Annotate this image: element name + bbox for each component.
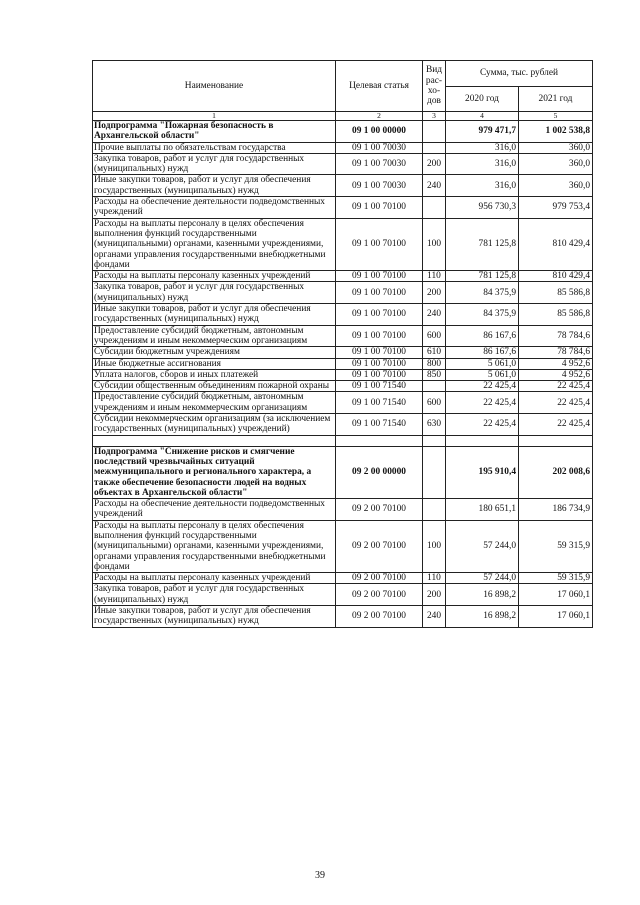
row-amount-2020: 5 061,0 (446, 369, 519, 380)
row-target-article: 09 2 00 70100 (336, 606, 423, 628)
row-name: Субсидии общественным объединениям пожарной охраны (93, 381, 336, 392)
budget-table-container (92, 60, 592, 628)
row-amount-2020: 316,0 (446, 175, 519, 197)
row-amount-2020: 781 125,8 (446, 218, 519, 270)
row-target-article: 09 1 00 70100 (336, 358, 423, 369)
table-row (93, 520, 593, 572)
row-target-article: 09 1 00 70100 (336, 304, 423, 326)
row-target-article: 09 2 00 70100 (336, 573, 423, 584)
row-amount-2021: 78 784,6 (519, 347, 593, 358)
row-name: Расходы на выплаты персоналу казенных учреждений (93, 271, 336, 282)
row-name (93, 435, 336, 446)
row-target-article: 09 2 00 70100 (336, 499, 423, 521)
row-target-article: 09 1 00 71540 (336, 414, 423, 436)
row-amount-2021: 186 734,9 (519, 499, 593, 521)
row-amount-2021: 1 002 538,8 (519, 121, 593, 143)
row-amount-2020: 57 244,0 (446, 520, 519, 572)
column-number: 3 (423, 112, 446, 121)
table-row (93, 271, 593, 282)
row-target-article: 09 2 00 00000 (336, 446, 423, 498)
row-amount-2020: 195 910,4 (446, 446, 519, 498)
row-amount-2021: 22 425,4 (519, 381, 593, 392)
table-row (93, 304, 593, 326)
row-target-article: 09 2 00 70100 (336, 584, 423, 606)
header-name: Наименование (93, 61, 336, 112)
row-expense-type: 600 (423, 325, 446, 347)
row-amount-2021: 22 425,4 (519, 414, 593, 436)
row-amount-2021: 78 784,6 (519, 325, 593, 347)
row-expense-type: 200 (423, 282, 446, 304)
budget-table (92, 60, 593, 628)
table-row (93, 606, 593, 628)
row-name: Субсидии некоммерческим организациям (за исключением государственных (муниципальных) учреждений) (93, 414, 336, 436)
row-amount-2021 (519, 435, 593, 446)
row-expense-type (423, 142, 446, 153)
row-amount-2020: 86 167,6 (446, 347, 519, 358)
row-amount-2020: 86 167,6 (446, 325, 519, 347)
row-amount-2021: 360,0 (519, 175, 593, 197)
table-row (93, 142, 593, 153)
row-amount-2021: 59 315,9 (519, 573, 593, 584)
row-amount-2020: 22 425,4 (446, 381, 519, 392)
table-row (93, 392, 593, 414)
row-name: Расходы на обеспечение деятельности подведомственных учреждений (93, 499, 336, 521)
column-number: 4 (446, 112, 519, 121)
row-amount-2020: 5 061,0 (446, 358, 519, 369)
row-target-article: 09 1 00 70030 (336, 175, 423, 197)
table-row (93, 499, 593, 521)
table-row (93, 218, 593, 270)
row-expense-type: 610 (423, 347, 446, 358)
row-amount-2020: 180 651,1 (446, 499, 519, 521)
row-amount-2021: 4 952,6 (519, 358, 593, 369)
row-name: Расходы на выплаты персоналу казенных учреждений (93, 573, 336, 584)
header-sum: Сумма, тыс. рублей (446, 61, 593, 87)
row-expense-type: 200 (423, 584, 446, 606)
column-number: 1 (93, 112, 336, 121)
row-amount-2020: 316,0 (446, 142, 519, 153)
table-row (93, 121, 593, 143)
table-row (93, 381, 593, 392)
spacer-row (93, 435, 593, 446)
row-name: Закупка товаров, работ и услуг для государственных (муниципальных) нужд (93, 282, 336, 304)
table-row (93, 325, 593, 347)
row-target-article: 09 1 00 70030 (336, 142, 423, 153)
row-amount-2020: 316,0 (446, 153, 519, 175)
row-amount-2021: 810 429,4 (519, 218, 593, 270)
row-name: Предоставление субсидий бюджетным, автономным учреждениям и иным некоммерческим организациям (93, 392, 336, 414)
row-expense-type: 850 (423, 369, 446, 380)
row-expense-type: 240 (423, 304, 446, 326)
table-row (93, 153, 593, 175)
row-name: Иные закупки товаров, работ и услуг для обеспечения государственных (муниципальных) нужд (93, 606, 336, 628)
header-row (93, 61, 593, 87)
row-amount-2021: 22 425,4 (519, 392, 593, 414)
row-target-article: 09 1 00 70100 (336, 197, 423, 219)
row-name: Иные закупки товаров, работ и услуг для обеспечения государственных (муниципальных) нужд (93, 304, 336, 326)
table-row (93, 347, 593, 358)
row-expense-type: 200 (423, 153, 446, 175)
row-name: Предоставление субсидий бюджетным, автономным учреждениям и иным некоммерческим организациям (93, 325, 336, 347)
column-number: 5 (519, 112, 593, 121)
row-name: Расходы на выплаты персоналу в целях обеспечения выполнения функций государственными (муниципальными) органами, казенными учреждениями, органами управления государственными внебюджетными фондами (93, 218, 336, 270)
table-row (93, 584, 593, 606)
row-amount-2020: 16 898,2 (446, 606, 519, 628)
row-expense-type (423, 381, 446, 392)
row-amount-2020: 22 425,4 (446, 392, 519, 414)
row-target-article: 09 1 00 00000 (336, 121, 423, 143)
table-row (93, 446, 593, 498)
table-row (93, 282, 593, 304)
table-row (93, 414, 593, 436)
row-target-article: 09 1 00 71540 (336, 392, 423, 414)
row-name: Иные бюджетные ассигнования (93, 358, 336, 369)
row-name: Закупка товаров, работ и услуг для государственных (муниципальных) нужд (93, 153, 336, 175)
row-target-article: 09 1 00 70100 (336, 369, 423, 380)
table-row (93, 175, 593, 197)
row-expense-type (423, 197, 446, 219)
row-expense-type: 100 (423, 218, 446, 270)
row-amount-2020: 956 730,3 (446, 197, 519, 219)
row-expense-type: 800 (423, 358, 446, 369)
row-name: Подпрограмма "Снижение рисков и смягчение последствий чрезвычайных ситуаций межмуниципального и регионального характера, а также обеспечение безопасности людей на водных объектах в Архангельской области" (93, 446, 336, 498)
row-name: Подпрограмма "Пожарная безопасность в Архангельской области" (93, 121, 336, 143)
row-amount-2020: 57 244,0 (446, 573, 519, 584)
row-amount-2020: 22 425,4 (446, 414, 519, 436)
row-amount-2020: 16 898,2 (446, 584, 519, 606)
row-name: Уплата налогов, сборов и иных платежей (93, 369, 336, 380)
row-expense-type (423, 499, 446, 521)
row-amount-2021: 85 586,8 (519, 282, 593, 304)
column-numbers-row (93, 112, 593, 121)
row-name: Прочие выплаты по обязательствам государства (93, 142, 336, 153)
row-expense-type (423, 446, 446, 498)
table-row (93, 197, 593, 219)
header-year-2021: 2021 год (519, 86, 593, 112)
row-amount-2020: 84 375,9 (446, 282, 519, 304)
row-expense-type (423, 435, 446, 446)
row-amount-2021: 360,0 (519, 142, 593, 153)
row-amount-2021: 202 008,6 (519, 446, 593, 498)
row-target-article: 09 1 00 70100 (336, 347, 423, 358)
header-target-article: Целевая статья (336, 61, 423, 112)
row-amount-2021: 17 060,1 (519, 606, 593, 628)
row-name: Расходы на обеспечение деятельности подведомственных учреждений (93, 197, 336, 219)
row-expense-type: 110 (423, 271, 446, 282)
row-expense-type (423, 121, 446, 143)
row-name: Субсидии бюджетным учреждениям (93, 347, 336, 358)
row-amount-2021: 4 952,6 (519, 369, 593, 380)
page-number: 39 (315, 870, 325, 881)
row-name: Расходы на выплаты персоналу в целях обеспечения выполнения функций государственными (муниципальными) органами, казенными учреждениями, органами управления государственными внебюджетными фондами (93, 520, 336, 572)
row-expense-type: 630 (423, 414, 446, 436)
row-name: Закупка товаров, работ и услуг для государственных (муниципальных) нужд (93, 584, 336, 606)
row-amount-2021: 85 586,8 (519, 304, 593, 326)
row-expense-type: 240 (423, 175, 446, 197)
row-target-article: 09 2 00 70100 (336, 520, 423, 572)
table-row (93, 358, 593, 369)
row-amount-2021: 17 060,1 (519, 584, 593, 606)
row-expense-type: 100 (423, 520, 446, 572)
row-amount-2020: 781 125,8 (446, 271, 519, 282)
row-amount-2020: 84 375,9 (446, 304, 519, 326)
row-target-article: 09 1 00 70100 (336, 218, 423, 270)
row-amount-2021: 59 315,9 (519, 520, 593, 572)
row-expense-type: 240 (423, 606, 446, 628)
row-amount-2021: 979 753,4 (519, 197, 593, 219)
header-expense-type: Вид рас-хо-дов (423, 61, 446, 112)
row-amount-2021: 810 429,4 (519, 271, 593, 282)
row-amount-2020 (446, 435, 519, 446)
row-amount-2021: 360,0 (519, 153, 593, 175)
row-amount-2020: 979 471,7 (446, 121, 519, 143)
table-row (93, 573, 593, 584)
row-target-article (336, 435, 423, 446)
row-target-article: 09 1 00 71540 (336, 381, 423, 392)
row-name: Иные закупки товаров, работ и услуг для обеспечения государственных (муниципальных) нужд (93, 175, 336, 197)
column-number: 2 (336, 112, 423, 121)
table-row (93, 369, 593, 380)
header-year-2020: 2020 год (446, 86, 519, 112)
row-expense-type: 110 (423, 573, 446, 584)
row-target-article: 09 1 00 70100 (336, 325, 423, 347)
row-target-article: 09 1 00 70030 (336, 153, 423, 175)
row-target-article: 09 1 00 70100 (336, 271, 423, 282)
row-expense-type: 600 (423, 392, 446, 414)
row-target-article: 09 1 00 70100 (336, 282, 423, 304)
